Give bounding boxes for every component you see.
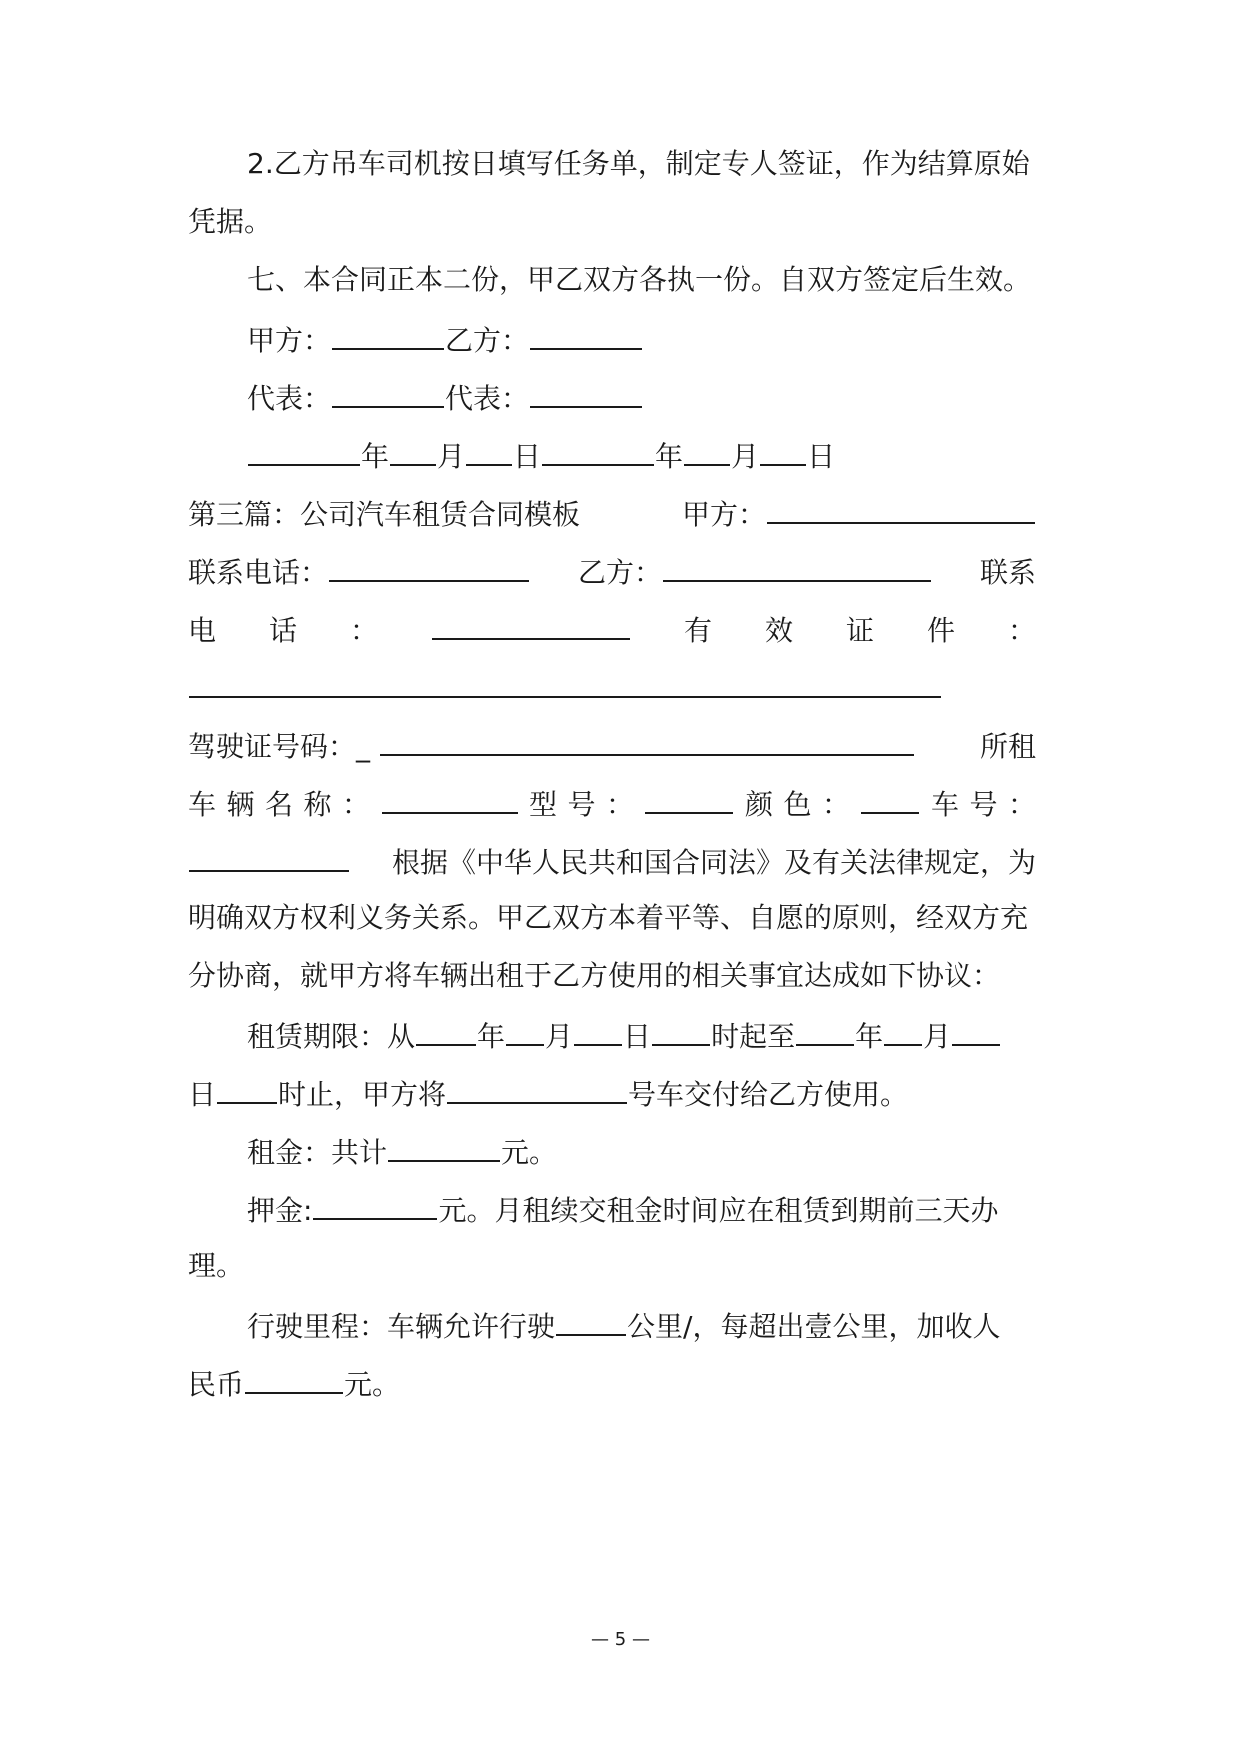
mileage-blank[interactable] [556, 1304, 626, 1336]
id-char-2: 效 [764, 614, 793, 647]
phone-char-2: 话 [269, 614, 298, 647]
phone-char-1: 电 [188, 614, 217, 647]
party-b-label: 乙方： [577, 556, 662, 589]
clause-2-line-2 [188, 202, 272, 242]
rmb-label: 民币 [188, 1368, 245, 1401]
section-3-title: 第三篇：公司汽车租赁合同模板 [188, 498, 581, 531]
surcharge-unit: 元。 [344, 1368, 401, 1401]
phone-2-blank[interactable] [432, 608, 630, 640]
day-a-blank[interactable] [466, 434, 512, 466]
to-hour-blank[interactable] [217, 1072, 277, 1104]
model-char-2: 号 [567, 788, 596, 821]
mileage-text: 公里/，每超出壹公里，加收人 [627, 1310, 1001, 1343]
party-a-blank[interactable] [767, 492, 1035, 524]
from-year-label: 年 [477, 1020, 506, 1053]
party-b-blank[interactable] [530, 318, 642, 350]
mileage-line [247, 1304, 1000, 1344]
vehicle-char-3: 名 [265, 788, 294, 821]
party-b-blank[interactable] [663, 550, 931, 582]
to-year-label: 年 [855, 1020, 884, 1053]
rented-label: 所租 [979, 730, 1036, 763]
phone-colon: ： [350, 614, 379, 647]
from-day-blank[interactable] [574, 1014, 622, 1046]
vehicle-line [188, 782, 1036, 822]
party-b-label: 乙方： [445, 324, 530, 357]
license-blank[interactable] [380, 724, 914, 756]
basis-line [188, 840, 1036, 880]
id-char-3: 证 [845, 614, 874, 647]
agreement-text: 分协商，就甲方将车辆出租于乙方使用的相关事宜达成如下协议： [188, 959, 1001, 992]
deposit-text: 元。月租续交租金时间应在租赁到期前三天办 [438, 1194, 999, 1227]
clause-7 [247, 260, 1031, 300]
id-char-1: 有 [683, 614, 712, 647]
section-3-party-a [682, 492, 1036, 535]
day-b-blank[interactable] [760, 434, 806, 466]
phone-blank[interactable] [329, 550, 529, 582]
rep-b-label: 代表： [445, 382, 530, 415]
license-prefix: _ [356, 730, 371, 763]
phone-id-line [188, 608, 1036, 648]
color-colon: ： [821, 788, 850, 821]
party-signature-line [247, 318, 643, 358]
license-group [188, 724, 915, 767]
model-char-1: 型 [528, 788, 557, 821]
party-b-group [578, 550, 932, 593]
surcharge-blank[interactable] [245, 1362, 343, 1394]
term-label: 租赁期限：从 [247, 1020, 416, 1053]
id-char-4: 件 [926, 614, 955, 647]
from-month-label: 月 [545, 1020, 574, 1053]
party-a-label: 甲方： [247, 324, 332, 357]
deposit-amount-blank[interactable] [313, 1188, 437, 1220]
purpose-text: 明确双方权利义务关系。甲乙双方本着平等、自愿的原则，经双方充 [188, 901, 1029, 934]
to-year-blank[interactable] [796, 1014, 854, 1046]
month-a-label: 月 [437, 440, 466, 473]
rep-b-blank[interactable] [530, 376, 642, 408]
license-line [188, 724, 1036, 764]
plate-char-2: 号 [969, 788, 998, 821]
contact-label-start: 联系 [979, 556, 1036, 589]
id-colon: ： [1007, 614, 1036, 647]
to-day-blank[interactable] [952, 1014, 1000, 1046]
license-label: 驾驶证号码： [188, 730, 357, 763]
rent-unit: 元。 [501, 1136, 558, 1169]
vehicle-colon: ： [342, 788, 371, 821]
rent-label: 租金：共计 [247, 1136, 388, 1169]
handover-text: 号车交付给乙方使用。 [628, 1078, 909, 1111]
clause-2-text-end: 凭据。 [188, 205, 273, 238]
plate-blank[interactable] [189, 840, 349, 872]
color-char-2: 色 [783, 788, 812, 821]
plate-colon: ： [1007, 788, 1036, 821]
deposit-end: 理。 [188, 1249, 245, 1282]
year-b-label: 年 [655, 440, 684, 473]
plate-char-1: 车 [930, 788, 959, 821]
rep-a-blank[interactable] [332, 376, 444, 408]
deposit-line-2 [188, 1246, 244, 1286]
from-month-blank[interactable] [506, 1014, 544, 1046]
clause-2-text: 2.乙方吊车司机按日填写任务单，制定专人签证，作为结算原始 [247, 147, 1030, 180]
rent-amount-blank[interactable] [388, 1130, 500, 1162]
clause-2-line-1 [247, 144, 1030, 184]
id-number-blank[interactable] [189, 666, 941, 698]
model-colon: ： [605, 788, 634, 821]
phone-group [188, 550, 530, 593]
representative-line [247, 376, 643, 416]
year-a-blank[interactable] [248, 434, 360, 466]
month-b-blank[interactable] [684, 434, 730, 466]
purpose-line [188, 898, 1028, 938]
from-hour-blank[interactable] [652, 1014, 710, 1046]
party-a-blank[interactable] [332, 318, 444, 350]
contact-line [188, 550, 1036, 590]
month-b-label: 月 [731, 440, 760, 473]
plate-number-blank[interactable] [447, 1072, 627, 1104]
date-line [247, 434, 835, 474]
to-month-blank[interactable] [884, 1014, 922, 1046]
year-a-label: 年 [361, 440, 390, 473]
page-number: — 5 — [591, 1629, 650, 1650]
phone-label: 联系电话： [188, 556, 329, 589]
month-a-blank[interactable] [390, 434, 436, 466]
id-blank-line [188, 666, 942, 706]
mileage-line-2 [188, 1362, 400, 1402]
vehicle-name-blank[interactable] [382, 782, 518, 814]
to-day-label: 日 [188, 1078, 217, 1111]
vehicle-char-1: 车 [188, 788, 217, 821]
lease-term-line-2 [188, 1072, 908, 1112]
to-month-label: 月 [923, 1020, 952, 1053]
day-b-label: 日 [807, 440, 836, 473]
model-blank[interactable] [645, 782, 733, 814]
day-a-label: 日 [513, 440, 542, 473]
section-3-header [188, 492, 1036, 532]
basis-text: 根据《中华人民共和国合同法》及有关法律规定，为 [391, 846, 1036, 879]
hour-from-label: 时起至 [711, 1020, 796, 1053]
clause-7-text: 七、本合同正本二份，甲乙双方各执一份。自双方签定后生效。 [247, 263, 1032, 296]
mileage-label: 行驶里程：车辆允许行驶 [247, 1310, 556, 1343]
party-a-label: 甲方： [681, 498, 766, 531]
year-b-blank[interactable] [542, 434, 654, 466]
vehicle-char-2: 辆 [226, 788, 255, 821]
hour-to-label: 时止，甲方将 [278, 1078, 447, 1111]
color-blank[interactable] [861, 782, 919, 814]
lease-term-line [247, 1014, 1001, 1054]
deposit-line [247, 1188, 998, 1228]
vehicle-char-4: 称 [303, 788, 332, 821]
from-year-blank[interactable] [416, 1014, 476, 1046]
rent-line [247, 1130, 557, 1170]
rep-a-label: 代表： [247, 382, 332, 415]
from-day-label: 日 [623, 1020, 652, 1053]
agreement-line [188, 956, 1000, 996]
deposit-label: 押金: [247, 1194, 313, 1227]
color-char-1: 颜 [744, 788, 773, 821]
